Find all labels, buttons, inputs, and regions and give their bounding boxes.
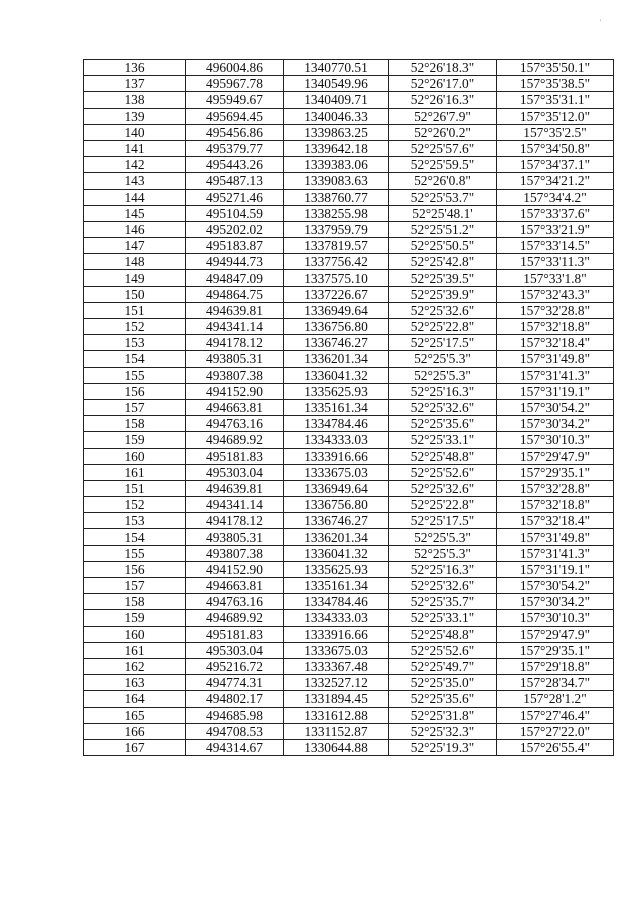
- latitude-cell: 52°25'5.3": [389, 545, 497, 561]
- x-coordinate-cell: 495271.46: [186, 189, 284, 205]
- point-number-cell: 147: [84, 238, 186, 254]
- x-coordinate-cell: 494314.67: [186, 739, 284, 755]
- latitude-cell: 52°25'52.6": [389, 464, 497, 480]
- point-number-cell: 155: [84, 545, 186, 561]
- latitude-cell: 52°26'18.3": [389, 60, 497, 76]
- table-row: [84, 383, 614, 399]
- point-number-cell: 148: [84, 254, 186, 270]
- y-coordinate-cell: 1337819.57: [284, 238, 389, 254]
- y-coordinate-cell: 1332527.12: [284, 675, 389, 691]
- y-coordinate-cell: 1339863.25: [284, 124, 389, 140]
- point-number-cell: 163: [84, 675, 186, 691]
- y-coordinate-cell: 1340549.96: [284, 76, 389, 92]
- point-number-cell: 138: [84, 92, 186, 108]
- x-coordinate-cell: 494341.14: [186, 497, 284, 513]
- longitude-cell: 157°29'18.8": [497, 658, 614, 674]
- latitude-cell: 52°25'22.8": [389, 319, 497, 335]
- y-coordinate-cell: 1335161.34: [284, 578, 389, 594]
- longitude-cell: 157°30'54.2": [497, 578, 614, 594]
- table-row: [84, 675, 614, 691]
- longitude-cell: 157°32'18.8": [497, 497, 614, 513]
- point-number-cell: 154: [84, 351, 186, 367]
- longitude-cell: 157°35'38.5": [497, 76, 614, 92]
- latitude-cell: 52°25'48.1': [389, 205, 497, 221]
- latitude-cell: 52°25'32.6": [389, 302, 497, 318]
- table-row: [84, 189, 614, 205]
- y-coordinate-cell: 1338760.77: [284, 189, 389, 205]
- longitude-cell: 157°30'10.3": [497, 432, 614, 448]
- table-row: [84, 286, 614, 302]
- latitude-cell: 52°25'33.1": [389, 610, 497, 626]
- latitude-cell: 52°25'48.8": [389, 448, 497, 464]
- latitude-cell: 52°26'7.9": [389, 108, 497, 124]
- longitude-cell: 157°27'46.4": [497, 707, 614, 723]
- latitude-cell: 52°25'31.8": [389, 707, 497, 723]
- longitude-cell: 157°32'18.4": [497, 513, 614, 529]
- table-row: [84, 658, 614, 674]
- y-coordinate-cell: 1335625.93: [284, 561, 389, 577]
- latitude-cell: 52°25'39.5": [389, 270, 497, 286]
- x-coordinate-cell: 493805.31: [186, 351, 284, 367]
- x-coordinate-cell: 494763.16: [186, 416, 284, 432]
- table-row: [84, 367, 614, 383]
- y-coordinate-cell: 1335161.34: [284, 399, 389, 415]
- coordinates-table-body: [84, 60, 614, 756]
- y-coordinate-cell: 1337226.67: [284, 286, 389, 302]
- x-coordinate-cell: 493807.38: [186, 367, 284, 383]
- longitude-cell: 157°35'2.5": [497, 124, 614, 140]
- x-coordinate-cell: 494178.12: [186, 335, 284, 351]
- x-coordinate-cell: 495104.59: [186, 205, 284, 221]
- table-row: [84, 270, 614, 286]
- point-number-cell: 142: [84, 157, 186, 173]
- x-coordinate-cell: 495456.86: [186, 124, 284, 140]
- longitude-cell: 157°35'12.0": [497, 108, 614, 124]
- y-coordinate-cell: 1333916.66: [284, 448, 389, 464]
- y-coordinate-cell: 1336041.32: [284, 545, 389, 561]
- latitude-cell: 52°25'17.5": [389, 513, 497, 529]
- table-row: [84, 497, 614, 513]
- table-row: [84, 513, 614, 529]
- x-coordinate-cell: 495694.45: [186, 108, 284, 124]
- table-row: [84, 335, 614, 351]
- latitude-cell: 52°25'17.5": [389, 335, 497, 351]
- longitude-cell: 157°28'1.2": [497, 691, 614, 707]
- point-number-cell: 152: [84, 319, 186, 335]
- x-coordinate-cell: 495443.26: [186, 157, 284, 173]
- longitude-cell: 157°35'31.1": [497, 92, 614, 108]
- table-row: [84, 691, 614, 707]
- x-coordinate-cell: 495202.02: [186, 221, 284, 237]
- longitude-cell: 157°26'55.4": [497, 739, 614, 755]
- x-coordinate-cell: 494774.31: [186, 675, 284, 691]
- x-coordinate-cell: 494802.17: [186, 691, 284, 707]
- y-coordinate-cell: 1339642.18: [284, 140, 389, 156]
- latitude-cell: 52°26'16.3": [389, 92, 497, 108]
- latitude-cell: 52°26'0.8": [389, 173, 497, 189]
- point-number-cell: 150: [84, 286, 186, 302]
- x-coordinate-cell: 494944.73: [186, 254, 284, 270]
- x-coordinate-cell: 494685.98: [186, 707, 284, 723]
- point-number-cell: 158: [84, 594, 186, 610]
- x-coordinate-cell: 494663.81: [186, 399, 284, 415]
- table-row: [84, 626, 614, 642]
- longitude-cell: 157°32'28.8": [497, 480, 614, 496]
- point-number-cell: 137: [84, 76, 186, 92]
- y-coordinate-cell: 1336201.34: [284, 529, 389, 545]
- x-coordinate-cell: 493805.31: [186, 529, 284, 545]
- y-coordinate-cell: 1338255.98: [284, 205, 389, 221]
- y-coordinate-cell: 1340046.33: [284, 108, 389, 124]
- latitude-cell: 52°25'50.5": [389, 238, 497, 254]
- latitude-cell: 52°25'35.7": [389, 594, 497, 610]
- point-number-cell: 162: [84, 658, 186, 674]
- point-number-cell: 146: [84, 221, 186, 237]
- x-coordinate-cell: 495216.72: [186, 658, 284, 674]
- longitude-cell: 157°33'11.3": [497, 254, 614, 270]
- point-number-cell: 155: [84, 367, 186, 383]
- x-coordinate-cell: 494152.90: [186, 561, 284, 577]
- x-coordinate-cell: 495949.67: [186, 92, 284, 108]
- latitude-cell: 52°25'53.7": [389, 189, 497, 205]
- x-coordinate-cell: 493807.38: [186, 545, 284, 561]
- table-row: [84, 302, 614, 318]
- point-number-cell: 149: [84, 270, 186, 286]
- y-coordinate-cell: 1334333.03: [284, 610, 389, 626]
- y-coordinate-cell: 1331894.45: [284, 691, 389, 707]
- y-coordinate-cell: 1334333.03: [284, 432, 389, 448]
- x-coordinate-cell: 494663.81: [186, 578, 284, 594]
- latitude-cell: 52°25'49.7": [389, 658, 497, 674]
- y-coordinate-cell: 1336746.27: [284, 335, 389, 351]
- point-number-cell: 151: [84, 302, 186, 318]
- latitude-cell: 52°25'42.8": [389, 254, 497, 270]
- x-coordinate-cell: 495967.78: [186, 76, 284, 92]
- point-number-cell: 167: [84, 739, 186, 755]
- point-number-cell: 157: [84, 578, 186, 594]
- point-number-cell: 145: [84, 205, 186, 221]
- y-coordinate-cell: 1336949.64: [284, 302, 389, 318]
- latitude-cell: 52°25'5.3": [389, 529, 497, 545]
- point-number-cell: 143: [84, 173, 186, 189]
- table-row: [84, 529, 614, 545]
- longitude-cell: 157°34'4.2": [497, 189, 614, 205]
- latitude-cell: 52°25'52.6": [389, 642, 497, 658]
- table-row: [84, 157, 614, 173]
- table-row: [84, 351, 614, 367]
- latitude-cell: 52°26'17.0": [389, 76, 497, 92]
- point-number-cell: 153: [84, 335, 186, 351]
- x-coordinate-cell: 495181.83: [186, 626, 284, 642]
- longitude-cell: 157°30'34.2": [497, 594, 614, 610]
- latitude-cell: 52°25'51.2": [389, 221, 497, 237]
- y-coordinate-cell: 1333675.03: [284, 642, 389, 658]
- y-coordinate-cell: 1336201.34: [284, 351, 389, 367]
- table-row: [84, 642, 614, 658]
- y-coordinate-cell: 1334784.46: [284, 594, 389, 610]
- y-coordinate-cell: 1340770.51: [284, 60, 389, 76]
- latitude-cell: 52°25'22.8": [389, 497, 497, 513]
- longitude-cell: 157°29'35.1": [497, 642, 614, 658]
- latitude-cell: 52°25'59.5": [389, 157, 497, 173]
- longitude-cell: 157°31'19.1": [497, 383, 614, 399]
- y-coordinate-cell: 1331612.88: [284, 707, 389, 723]
- y-coordinate-cell: 1330644.88: [284, 739, 389, 755]
- longitude-cell: 157°32'18.4": [497, 335, 614, 351]
- longitude-cell: 157°31'41.3": [497, 545, 614, 561]
- longitude-cell: 157°31'49.8": [497, 351, 614, 367]
- latitude-cell: 52°25'35.6": [389, 416, 497, 432]
- point-number-cell: 141: [84, 140, 186, 156]
- x-coordinate-cell: 495181.83: [186, 448, 284, 464]
- y-coordinate-cell: 1336949.64: [284, 480, 389, 496]
- latitude-cell: 52°25'32.6": [389, 399, 497, 415]
- longitude-cell: 157°29'47.9": [497, 448, 614, 464]
- latitude-cell: 52°25'33.1": [389, 432, 497, 448]
- longitude-cell: 157°29'47.9": [497, 626, 614, 642]
- table-row: [84, 723, 614, 739]
- point-number-cell: 152: [84, 497, 186, 513]
- table-row: [84, 221, 614, 237]
- x-coordinate-cell: 494864.75: [186, 286, 284, 302]
- table-row: [84, 92, 614, 108]
- y-coordinate-cell: 1334784.46: [284, 416, 389, 432]
- longitude-cell: 157°31'49.8": [497, 529, 614, 545]
- y-coordinate-cell: 1337575.10: [284, 270, 389, 286]
- latitude-cell: 52°25'39.9": [389, 286, 497, 302]
- x-coordinate-cell: 495487.13: [186, 173, 284, 189]
- point-number-cell: 151: [84, 480, 186, 496]
- y-coordinate-cell: 1331152.87: [284, 723, 389, 739]
- longitude-cell: 157°27'22.0": [497, 723, 614, 739]
- x-coordinate-cell: 494639.81: [186, 302, 284, 318]
- point-number-cell: 165: [84, 707, 186, 723]
- longitude-cell: 157°33'1.8": [497, 270, 614, 286]
- longitude-cell: 157°32'18.8": [497, 319, 614, 335]
- y-coordinate-cell: 1336756.80: [284, 497, 389, 513]
- table-row: [84, 60, 614, 76]
- table-row: [84, 108, 614, 124]
- y-coordinate-cell: 1336041.32: [284, 367, 389, 383]
- y-coordinate-cell: 1337959.79: [284, 221, 389, 237]
- longitude-cell: 157°30'34.2": [497, 416, 614, 432]
- longitude-cell: 157°35'50.1": [497, 60, 614, 76]
- longitude-cell: 157°34'50.8": [497, 140, 614, 156]
- y-coordinate-cell: 1336746.27: [284, 513, 389, 529]
- x-coordinate-cell: 494708.53: [186, 723, 284, 739]
- point-number-cell: 156: [84, 561, 186, 577]
- table-row: [84, 399, 614, 415]
- point-number-cell: 154: [84, 529, 186, 545]
- y-coordinate-cell: 1339383.06: [284, 157, 389, 173]
- table-row: [84, 173, 614, 189]
- point-number-cell: 157: [84, 399, 186, 415]
- y-coordinate-cell: 1337756.42: [284, 254, 389, 270]
- x-coordinate-cell: 494763.16: [186, 594, 284, 610]
- y-coordinate-cell: 1340409.71: [284, 92, 389, 108]
- page-corner-mark: ': [600, 18, 602, 27]
- coordinates-table: [83, 59, 614, 756]
- point-number-cell: 160: [84, 626, 186, 642]
- table-row: [84, 140, 614, 156]
- point-number-cell: 166: [84, 723, 186, 739]
- longitude-cell: 157°32'43.3": [497, 286, 614, 302]
- y-coordinate-cell: 1339083.63: [284, 173, 389, 189]
- point-number-cell: 153: [84, 513, 186, 529]
- table-row: [84, 594, 614, 610]
- point-number-cell: 158: [84, 416, 186, 432]
- longitude-cell: 157°34'21.2": [497, 173, 614, 189]
- longitude-cell: 157°33'37.6": [497, 205, 614, 221]
- table-row: [84, 480, 614, 496]
- longitude-cell: 157°33'14.5": [497, 238, 614, 254]
- x-coordinate-cell: 494689.92: [186, 610, 284, 626]
- point-number-cell: 160: [84, 448, 186, 464]
- y-coordinate-cell: 1333916.66: [284, 626, 389, 642]
- latitude-cell: 52°25'16.3": [389, 561, 497, 577]
- y-coordinate-cell: 1333367.48: [284, 658, 389, 674]
- x-coordinate-cell: 495183.87: [186, 238, 284, 254]
- x-coordinate-cell: 494341.14: [186, 319, 284, 335]
- latitude-cell: 52°25'35.6": [389, 691, 497, 707]
- x-coordinate-cell: 494639.81: [186, 480, 284, 496]
- table-row: [84, 76, 614, 92]
- point-number-cell: 159: [84, 610, 186, 626]
- longitude-cell: 157°33'21.9": [497, 221, 614, 237]
- table-row: [84, 432, 614, 448]
- longitude-cell: 157°31'41.3": [497, 367, 614, 383]
- latitude-cell: 52°25'32.3": [389, 723, 497, 739]
- point-number-cell: 156: [84, 383, 186, 399]
- latitude-cell: 52°25'57.6": [389, 140, 497, 156]
- longitude-cell: 157°30'10.3": [497, 610, 614, 626]
- longitude-cell: 157°31'19.1": [497, 561, 614, 577]
- x-coordinate-cell: 494152.90: [186, 383, 284, 399]
- point-number-cell: 161: [84, 642, 186, 658]
- point-number-cell: 140: [84, 124, 186, 140]
- longitude-cell: 157°29'35.1": [497, 464, 614, 480]
- table-row: [84, 561, 614, 577]
- longitude-cell: 157°28'34.7": [497, 675, 614, 691]
- longitude-cell: 157°32'28.8": [497, 302, 614, 318]
- table-row: [84, 254, 614, 270]
- x-coordinate-cell: 494847.09: [186, 270, 284, 286]
- point-number-cell: 161: [84, 464, 186, 480]
- y-coordinate-cell: 1336756.80: [284, 319, 389, 335]
- point-number-cell: 139: [84, 108, 186, 124]
- table-row: [84, 448, 614, 464]
- table-row: [84, 578, 614, 594]
- latitude-cell: 52°25'32.6": [389, 578, 497, 594]
- table-row: [84, 464, 614, 480]
- y-coordinate-cell: 1335625.93: [284, 383, 389, 399]
- latitude-cell: 52°26'0.2": [389, 124, 497, 140]
- table-row: [84, 707, 614, 723]
- latitude-cell: 52°25'16.3": [389, 383, 497, 399]
- point-number-cell: 136: [84, 60, 186, 76]
- x-coordinate-cell: 494178.12: [186, 513, 284, 529]
- x-coordinate-cell: 495303.04: [186, 464, 284, 480]
- latitude-cell: 52°25'35.0": [389, 675, 497, 691]
- latitude-cell: 52°25'32.6": [389, 480, 497, 496]
- table-row: [84, 416, 614, 432]
- latitude-cell: 52°25'19.3": [389, 739, 497, 755]
- point-number-cell: 164: [84, 691, 186, 707]
- table-row: [84, 610, 614, 626]
- table-row: [84, 545, 614, 561]
- table-row: [84, 319, 614, 335]
- table-row: [84, 739, 614, 755]
- y-coordinate-cell: 1333675.03: [284, 464, 389, 480]
- table-row: [84, 124, 614, 140]
- longitude-cell: 157°30'54.2": [497, 399, 614, 415]
- latitude-cell: 52°25'48.8": [389, 626, 497, 642]
- x-coordinate-cell: 495379.77: [186, 140, 284, 156]
- latitude-cell: 52°25'5.3": [389, 351, 497, 367]
- longitude-cell: 157°34'37.1": [497, 157, 614, 173]
- point-number-cell: 159: [84, 432, 186, 448]
- table-row: [84, 205, 614, 221]
- latitude-cell: 52°25'5.3": [389, 367, 497, 383]
- x-coordinate-cell: 495303.04: [186, 642, 284, 658]
- table-row: [84, 238, 614, 254]
- x-coordinate-cell: 496004.86: [186, 60, 284, 76]
- x-coordinate-cell: 494689.92: [186, 432, 284, 448]
- point-number-cell: 144: [84, 189, 186, 205]
